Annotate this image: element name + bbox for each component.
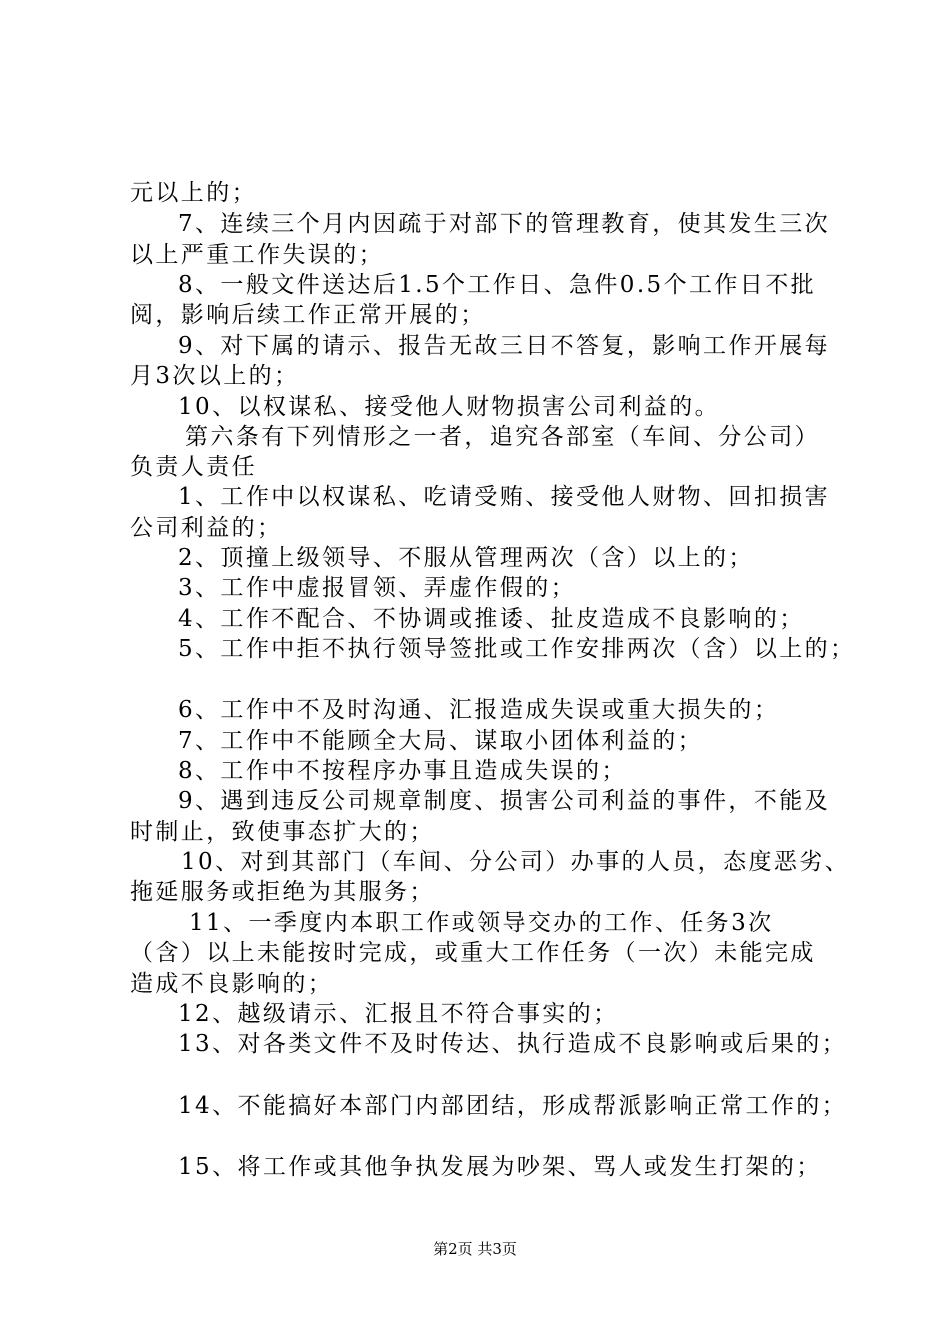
text-line-24: 11、一季度内本职工作或领导交办的工作、任务3次 (189, 910, 774, 936)
text-line-1: 元以上的； (130, 180, 257, 206)
page-number-footer: 第2页 共3页 (433, 1240, 517, 1258)
text-line-18: 7、工作中不能顾全大局、谋取小团体利益的； (178, 728, 704, 754)
text-line-17: 6、工作中不及时沟通、汇报造成失误或重大损失的； (178, 697, 780, 723)
text-line-14: 3、工作中虚报冒领、弄虚作假的； (178, 575, 577, 601)
text-line-26: 造成不良影响的； (130, 971, 334, 997)
text-line-20: 9、遇到违反公司规章制度、损害公司利益的事件，不能及 (178, 788, 831, 814)
text-line-21: 时制止，致使事态扩大的； (130, 819, 435, 845)
text-line-6: 9、对下属的请示、报告无故三日不答复，影响工作开展每 (178, 333, 831, 359)
text-line-10: 负责人责任 (130, 454, 257, 480)
text-line-30: 15、将工作或其他争执发展为吵架、骂人或发生打架的； (178, 1154, 822, 1180)
text-line-11: 1、工作中以权谋私、吃请受贿、接受他人财物、回扣损害 (178, 484, 831, 510)
text-line-2: 7、连续三个月内因疏于对部下的管理教育，使其发生三次 (178, 211, 831, 237)
text-line-22: 10、对到其部门（车间、分公司）办事的人员，态度恶劣、 (181, 849, 851, 875)
text-line-25: （含）以上未能按时完成，或重大工作任务（一次）未能完成 (130, 940, 816, 966)
text-line-27: 12、越级请示、汇报且不符合事实的； (178, 1001, 619, 1027)
text-line-7: 月3次以上的； (130, 363, 300, 389)
text-line-13: 2、顶撞上级领导、不服从管理两次（含）以上的； (178, 545, 754, 571)
text-line-8: 10、以权谋私、接受他人财物损害公司利益的。 (178, 394, 721, 420)
text-line-5: 阅，影响后续工作正常开展的； (130, 302, 486, 328)
text-line-15: 4、工作不配合、不协调或推诿、扯皮造成不良影响的； (178, 606, 805, 632)
text-line-19: 8、工作中不按程序办事且造成失误的； (178, 758, 627, 784)
text-line-28: 13、对各类文件不及时传达、执行造成不良影响或后果的； (178, 1031, 848, 1057)
text-line-16: 5、工作中拒不执行领导签批或工作安排两次（含）以上的； (178, 636, 856, 662)
text-line-9: 第六条有下列情形之一者，追究各部室（车间、分公司） (185, 424, 820, 450)
text-line-4: 8、一般文件送达后1.5个工作日、急件0.5个工作日不批 (178, 272, 816, 298)
text-line-3: 以上严重工作失误的； (130, 242, 384, 268)
text-line-23: 拖延服务或拒绝为其服务； (130, 879, 435, 905)
text-line-12: 公司利益的； (130, 515, 283, 541)
text-line-29: 14、不能搞好本部门内部团结，形成帮派影响正常工作的； (178, 1093, 848, 1119)
